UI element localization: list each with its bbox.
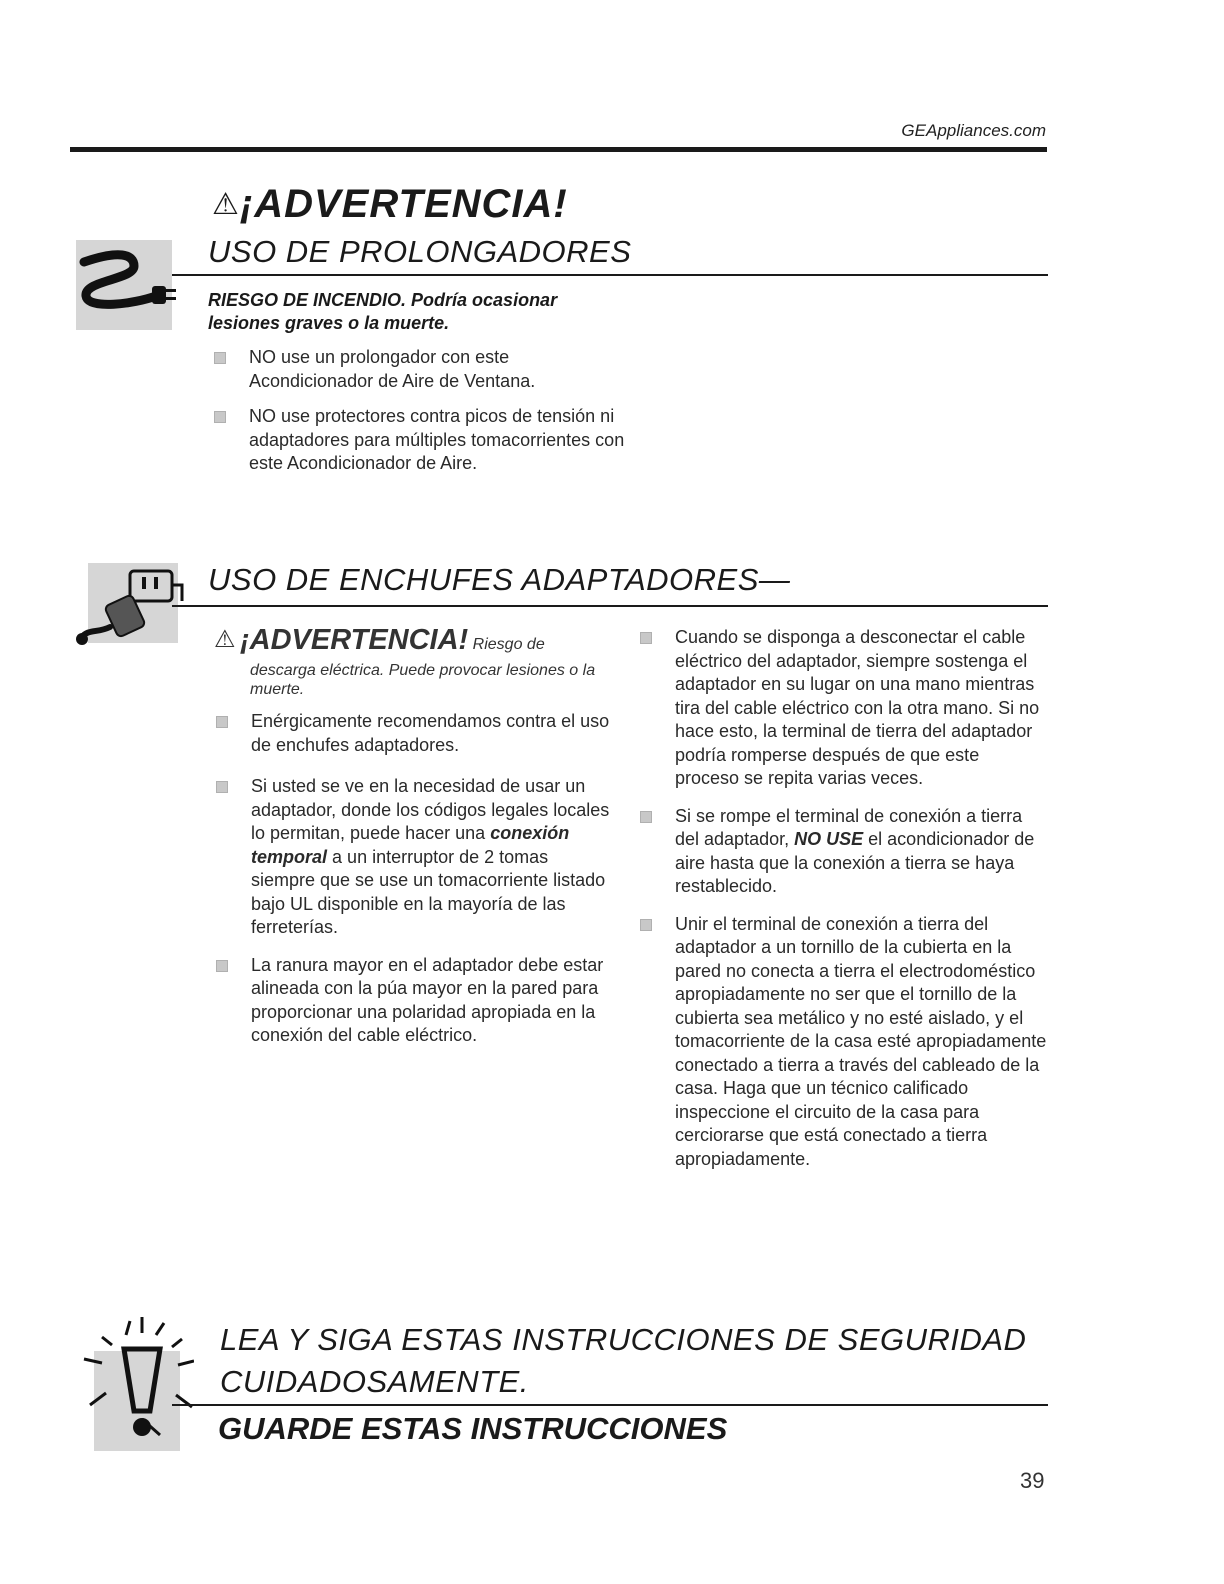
bullet-square-icon	[216, 716, 228, 728]
bullet-square-icon	[216, 781, 228, 793]
footer-line-3: GUARDE ESTAS INSTRUCCIONES	[218, 1411, 728, 1446]
section1-bullets	[212, 346, 632, 487]
warning-title: ¡ADVERTENCIA!	[239, 624, 469, 656]
extension-cord-icon	[76, 240, 172, 330]
list-item: NO use un prolongador con este Acondicionador de Aire de Ventana.	[212, 346, 632, 393]
bullet-square-icon	[216, 960, 228, 972]
header-rule	[70, 147, 1047, 152]
bullet-square-icon	[640, 632, 652, 644]
section2-subtitle: USO DE ENCHUFES ADAPTADORES—	[208, 562, 791, 597]
section2-warning	[214, 624, 604, 699]
section1-rule	[172, 274, 1048, 276]
bullet-square-icon	[214, 352, 226, 364]
warning-heading-1	[212, 182, 568, 227]
warning-text-a: Riesgo de	[472, 636, 545, 653]
list-item: NO use protectores contra picos de tensión ni adaptadores para múltiples tomacorrientes con este Acondicionador de Aire.	[212, 405, 632, 476]
bullet-square-icon	[640, 811, 652, 823]
section1-risk	[208, 289, 557, 335]
list-item: Unir el terminal de conexión a tierra del adaptador a un tornillo de la cubierta en la pared no conecta a tierra el electrodoméstico apropiadamente no ser que el tornillo de la cubierta sea metálico y no esté aislado, y el tomacorriente de la casa esté apropiadamente conectado a tierra a través del cableado de la casa. Haga que un técnico calificado inspeccione el circuito de la casa para cerciorarse que está conectado a tierra apropiadamente.	[638, 913, 1048, 1172]
risk-line-2: lesiones graves o la muerte.	[208, 313, 450, 333]
warning-text-b: descarga eléctrica. Puede provocar lesiones o la muerte.	[250, 662, 596, 698]
section2-rule	[172, 605, 1048, 607]
lightbulb-alert-icon	[82, 1315, 194, 1451]
bullet-square-icon	[214, 411, 226, 423]
section2-right-bullets	[638, 626, 1048, 1182]
page-number: 39	[1020, 1468, 1045, 1493]
section1-subtitle: USO DE PROLONGADORES	[208, 234, 632, 269]
list-item: Enérgicamente recomendamos contra el uso de enchufes adaptadores.	[214, 710, 614, 757]
list-item: Si se rompe el terminal de conexión a tierra del adaptador, NO USE el acondicionador de aire hasta que la conexión a tierra se haya restablecido.	[638, 805, 1048, 899]
list-item: Cuando se disponga a desconectar el cable eléctrico del adaptador, siempre sostenga el adaptador en su lugar on una mano mientras tira del cable eléctrico con la otra mano. Si no hace esto, la terminal de tierra del adaptador podría romperse después de que este proceso se repita varias veces.	[638, 626, 1048, 791]
footer-line-1: LEA Y SIGA ESTAS INSTRUCCIONES DE SEGURIDAD	[220, 1322, 1027, 1357]
list-item: Si usted se ve en la necesidad de usar un adaptador, donde los códigos legales locales lo permitan, puede hacer una conexión temporal a un interruptor de 2 tomas siempre que se use un tomacorriente listado bajo UL disponible en la mayoría de las ferreterías.	[214, 775, 614, 940]
warning-title: ¡ADVERTENCIA!	[239, 182, 568, 226]
section2-left-bullets	[214, 710, 614, 1059]
warning-triangle-icon: ⚠	[212, 188, 240, 221]
list-item: La ranura mayor en el adaptador debe estar alineada con la púa mayor en la pared para proporcionar una polaridad apropiada en la conexión del cable eléctrico.	[214, 954, 614, 1048]
warning-triangle-icon: ⚠	[214, 626, 236, 653]
site-url: GEAppliances.com	[901, 121, 1046, 140]
footer-line-2: CUIDADOSAMENTE.	[220, 1364, 529, 1399]
risk-line-1: RIESGO DE INCENDIO. Podría ocasionar	[208, 290, 558, 310]
bullet-square-icon	[640, 919, 652, 931]
footer-rule	[172, 1404, 1048, 1406]
plug-adapter-icon	[70, 563, 190, 661]
